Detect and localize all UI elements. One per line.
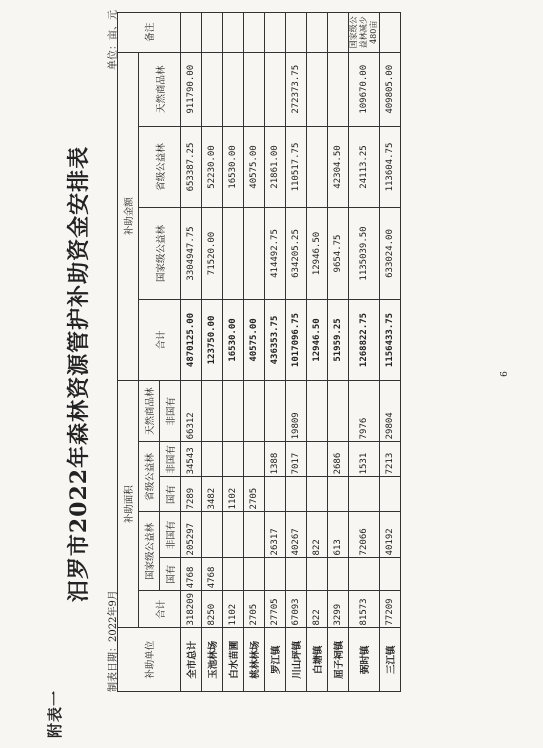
cell-nat-state: 4768	[202, 558, 223, 591]
cell-natural-non	[328, 381, 349, 442]
cell-nat-non: 72066	[349, 512, 380, 558]
header-amount-group: 补助金额	[118, 52, 139, 380]
cell-remark	[380, 13, 401, 53]
cell-amt-total: 1268822.75	[349, 299, 380, 380]
header-area-national: 国家级公益林	[139, 512, 160, 591]
cell-unit: 玉池林场	[202, 628, 223, 692]
cell-unit: 屈子祠镇	[328, 628, 349, 692]
cell-amt-total: 1156433.75	[380, 299, 401, 380]
cell-natural-non: 29804	[380, 381, 401, 442]
cell-nat-state	[286, 558, 307, 591]
cell-natural-non	[202, 381, 223, 442]
cell-total: 77209	[380, 591, 401, 628]
cell-prov-state	[349, 477, 380, 512]
cell-amt-national	[244, 208, 265, 300]
cell-natural-non: 7976	[349, 381, 380, 442]
subsidy-table	[117, 12, 401, 692]
cell-amt-national: 633024.00	[380, 208, 401, 300]
cell-amt-national: 634205.25	[286, 208, 307, 300]
header-amt-national: 国家级公益林	[139, 208, 181, 300]
cell-prov-non: 7213	[380, 442, 401, 477]
cell-prov-state	[286, 477, 307, 512]
unit-note: 单位：亩、元	[108, 10, 119, 70]
header-nat-state: 国有	[160, 558, 181, 591]
cell-prov-state	[328, 477, 349, 512]
cell-natural-non	[307, 381, 328, 442]
cell-prov-state: 1102	[223, 477, 244, 512]
header-natural-non: 非国有	[160, 381, 181, 442]
header-amt-natural: 天然商品林	[139, 52, 181, 126]
cell-nat-non: 205297	[181, 512, 202, 558]
cell-remark	[223, 13, 244, 53]
cell-amt-national: 414492.75	[265, 208, 286, 300]
cell-natural-non: 19809	[286, 381, 307, 442]
cell-prov-non: 1388	[265, 442, 286, 477]
cell-amt-national	[223, 208, 244, 300]
header-prov-non: 非国有	[160, 442, 181, 477]
cell-natural-non	[223, 381, 244, 442]
cell-prov-state	[380, 477, 401, 512]
cell-nat-state: 4768	[181, 558, 202, 591]
cell-remark	[202, 13, 223, 53]
cell-amt-national: 1135039.50	[349, 208, 380, 300]
cell-total: 67093	[286, 591, 307, 628]
cell-amt-provincial: 653387.25	[181, 127, 202, 208]
cell-total: 27705	[265, 591, 286, 628]
cell-amt-total: 40575.00	[244, 299, 265, 380]
cell-amt-provincial: 40575.00	[244, 127, 265, 208]
cell-amt-total: 4870125.00	[181, 299, 202, 380]
cell-prov-non: 2686	[328, 442, 349, 477]
cell-unit: 弼时镇	[349, 628, 380, 692]
cell-total: 318209	[181, 591, 202, 628]
cell-nat-non: 40192	[380, 512, 401, 558]
cell-amt-provincial: 16530.00	[223, 127, 244, 208]
cell-prov-state: 7289	[181, 477, 202, 512]
cell-unit: 全市总计	[181, 628, 202, 692]
cell-unit: 川山坪镇	[286, 628, 307, 692]
attachment-label: 附表一	[46, 689, 64, 738]
cell-amt-provincial: 52230.00	[202, 127, 223, 208]
cell-amt-natural	[328, 52, 349, 126]
cell-nat-state	[328, 558, 349, 591]
cell-prov-non	[307, 442, 328, 477]
cell-prov-non: 34543	[181, 442, 202, 477]
header-row-1	[118, 13, 139, 692]
cell-amt-total: 123750.00	[202, 299, 223, 380]
cell-prov-state: 2705	[244, 477, 265, 512]
cell-remark	[307, 13, 328, 53]
cell-amt-provincial	[307, 127, 328, 208]
cell-prov-non: 7017	[286, 442, 307, 477]
cell-amt-total: 51959.25	[328, 299, 349, 380]
header-nat-non: 非国有	[160, 512, 181, 558]
cell-total: 81573	[349, 591, 380, 628]
header-remarks: 备注	[118, 13, 181, 53]
cell-nat-state	[349, 558, 380, 591]
cell-unit: 桃林林场	[244, 628, 265, 692]
cell-nat-non: 822	[307, 512, 328, 558]
cell-remark	[181, 13, 202, 53]
table-row	[349, 13, 380, 692]
cell-natural-non: 66312	[181, 381, 202, 442]
table-row	[244, 13, 265, 692]
header-area-provincial: 省级公益林	[139, 442, 160, 512]
cell-amt-provincial: 110517.75	[286, 127, 307, 208]
cell-amt-national: 9654.75	[328, 208, 349, 300]
cell-nat-non	[244, 512, 265, 558]
header-unit: 补助单位	[118, 628, 181, 692]
cell-nat-state	[223, 558, 244, 591]
cell-unit: 三江镇	[380, 628, 401, 692]
cell-amt-natural	[223, 52, 244, 126]
cell-amt-provincial: 113604.75	[380, 127, 401, 208]
cell-amt-natural	[265, 52, 286, 126]
cell-natural-non	[244, 381, 265, 442]
cell-nat-state	[380, 558, 401, 591]
cell-nat-non	[223, 512, 244, 558]
cell-total: 3299	[328, 591, 349, 628]
cell-unit: 白塘镇	[307, 628, 328, 692]
cell-remark: 国家级公益林减少480亩	[349, 13, 380, 53]
document-title: 汨罗市2022年森林资源管护补助资金安排表	[66, 145, 92, 603]
page-number: 6	[500, 371, 510, 377]
cell-amt-natural: 272373.75	[286, 52, 307, 126]
cell-total: 1102	[223, 591, 244, 628]
cell-amt-total: 12946.50	[307, 299, 328, 380]
cell-amt-total: 1017096.75	[286, 299, 307, 380]
cell-amt-national: 12946.50	[307, 208, 328, 300]
cell-prov-state: 3482	[202, 477, 223, 512]
cell-amt-natural	[307, 52, 328, 126]
cell-total: 2705	[244, 591, 265, 628]
cell-unit: 白水苗圃	[223, 628, 244, 692]
cell-remark	[244, 13, 265, 53]
cell-amt-national: 3304947.75	[181, 208, 202, 300]
header-amt-provincial: 省级公益林	[139, 127, 181, 208]
table-row	[328, 13, 349, 692]
cell-prov-non	[202, 442, 223, 477]
prepared-date: 制表日期：2022年9月	[108, 590, 119, 692]
header-area-total: 合计	[139, 591, 181, 628]
header-area-natural: 天然商品林	[139, 381, 160, 442]
cell-natural-non	[265, 381, 286, 442]
cell-remark	[286, 13, 307, 53]
cell-nat-non: 26317	[265, 512, 286, 558]
cell-amt-natural	[202, 52, 223, 126]
cell-prov-non	[223, 442, 244, 477]
table-row	[307, 13, 328, 692]
cell-prov-non: 1531	[349, 442, 380, 477]
cell-unit: 罗江镇	[265, 628, 286, 692]
table-row	[202, 13, 223, 692]
cell-nat-state	[307, 558, 328, 591]
header-prov-state: 国有	[160, 477, 181, 512]
cell-prov-non	[244, 442, 265, 477]
table-row	[223, 13, 244, 692]
cell-total: 822	[307, 591, 328, 628]
cell-amt-national: 71520.00	[202, 208, 223, 300]
cell-amt-natural	[244, 52, 265, 126]
cell-remark	[328, 13, 349, 53]
cell-amt-natural: 409805.00	[380, 52, 401, 126]
table-row	[380, 13, 401, 692]
cell-prov-state	[265, 477, 286, 512]
cell-amt-natural: 109670.00	[349, 52, 380, 126]
cell-amt-total: 436353.75	[265, 299, 286, 380]
cell-prov-state	[307, 477, 328, 512]
cell-nat-state	[244, 558, 265, 591]
cell-nat-non	[202, 512, 223, 558]
cell-amt-natural: 911790.00	[181, 52, 202, 126]
cell-remark	[265, 13, 286, 53]
table-row	[181, 13, 202, 692]
table-row	[286, 13, 307, 692]
header-row-2	[139, 13, 160, 692]
header-area-group: 补助面积	[118, 381, 139, 629]
cell-nat-state	[265, 558, 286, 591]
cell-nat-non: 613	[328, 512, 349, 558]
cell-amt-total: 16530.00	[223, 299, 244, 380]
table-row	[265, 13, 286, 692]
cell-total: 8250	[202, 591, 223, 628]
cell-amt-provincial: 42304.50	[328, 127, 349, 208]
header-amt-total: 合计	[139, 299, 181, 380]
cell-amt-provincial: 21861.00	[265, 127, 286, 208]
cell-amt-provincial: 24113.25	[349, 127, 380, 208]
cell-nat-non: 40267	[286, 512, 307, 558]
